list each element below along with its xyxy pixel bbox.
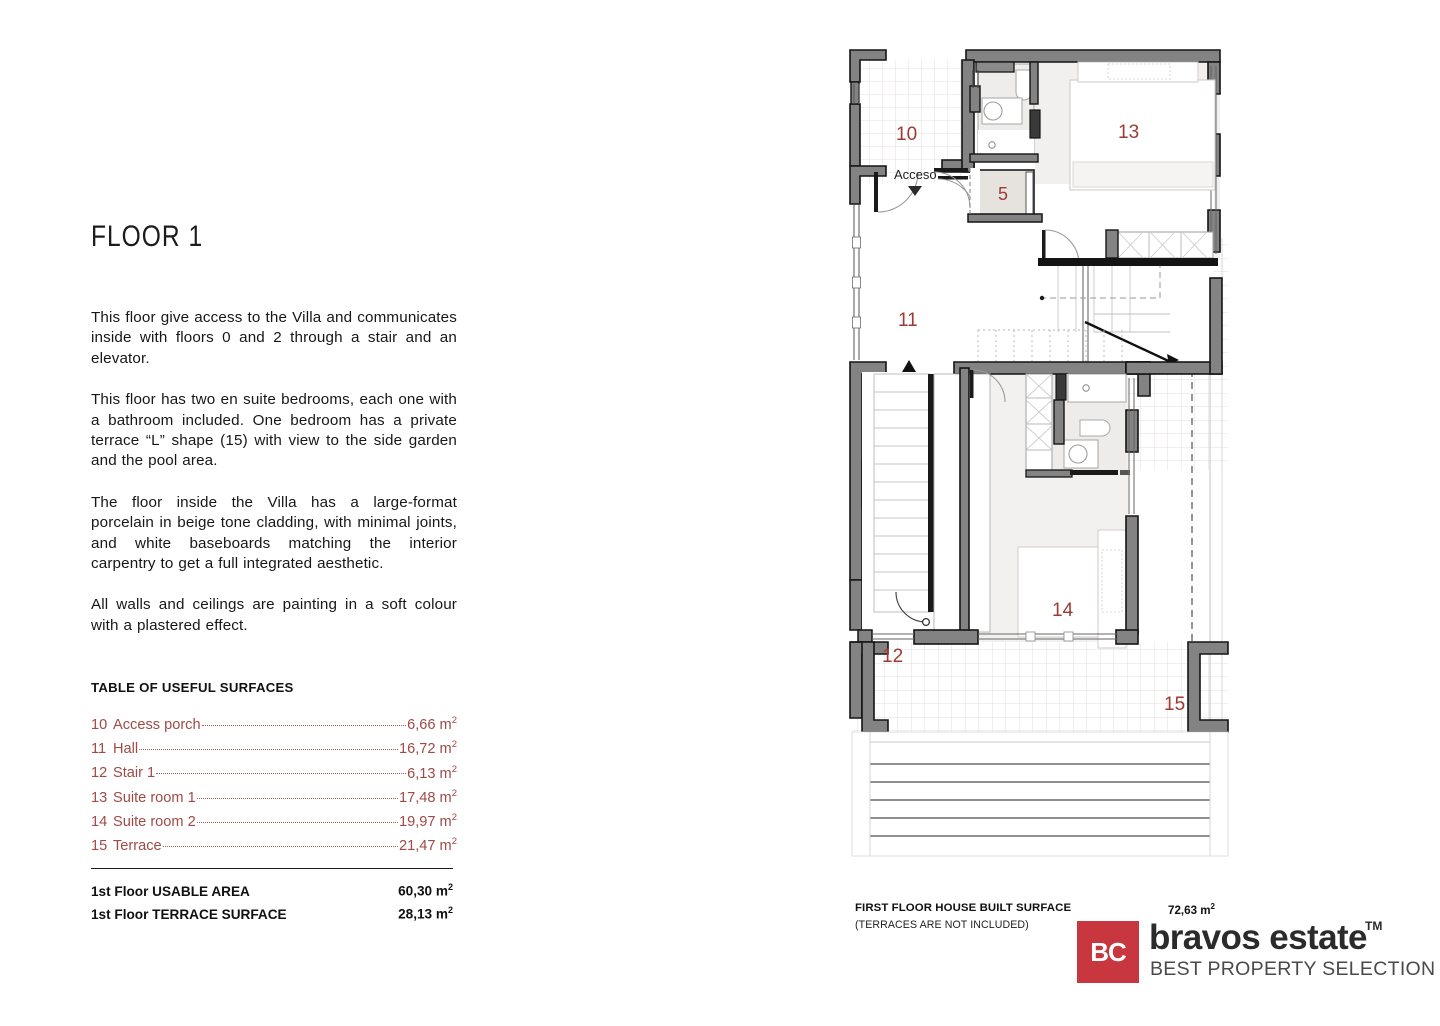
surface-name: Suite room 1 [113,789,196,806]
leader-dots [197,798,398,799]
description-column [91,222,457,924]
surface-value: 6,13 $m^2$ [407,763,457,782]
surface-table-heading: TABLE OF USEFUL SURFACES [91,680,294,696]
page-title: FLOOR 1 [91,220,204,253]
total-label: 1st Floor TERRACE SURFACE [91,906,287,922]
surface-value: 19,97 $m^2$ [398,811,457,830]
built-surface-note: (TERRACES ARE NOT INCLUDED) [855,919,1029,931]
right-wall-under [1210,278,1222,374]
leader-dots [197,822,398,823]
surface-row [91,784,457,808]
surface-value: 17,48 $m^2$ [398,787,457,806]
left-outer-wall [851,82,859,104]
surface-row [91,760,457,784]
logo-brand-name: bravos estate [1149,918,1367,957]
stair-bedroom-wall [960,368,969,636]
surface-value: 16,72 $m^2$ [398,739,457,758]
surface-value: 6,66 $m^2$ [407,715,457,734]
room-label-5: 5 [998,184,1009,204]
surface-totals [91,868,453,924]
wardrobe-14 [1026,374,1052,470]
total-value: 28,13 $m^2$ [398,905,453,922]
room-label-12: 12 [882,646,904,667]
floor-plan-drawing [830,42,1260,892]
logo-monogram: BC [1090,936,1126,967]
room-label-14: 14 [1052,600,1074,621]
wardrobe-13 [1118,232,1213,258]
total-row-terrace [91,901,453,924]
total-value: 60,30 $m^2$ [398,882,453,899]
built-surface-area: 72,63 $m^2$ [1168,902,1215,917]
surface-number: 15 [91,837,108,854]
surface-row [91,808,457,832]
surface-row [91,832,457,856]
plan-geometry [850,50,1228,856]
surface-name: Access porch [113,717,201,734]
surface-number: 10 [91,717,108,734]
mid-wall-right [1126,362,1222,374]
surface-number: 14 [91,813,108,830]
surface-table [91,711,457,856]
terrace-tile-field-lower [852,642,1228,732]
surface-name: Hall [113,741,139,758]
stair-12 [862,360,990,634]
surface-name: Terrace [113,837,162,854]
surface-value: 21,47 $m^2$ [398,836,457,854]
description-paragraph-2: This floor has two en suite bedrooms, each one with a bathroom included. One bedroom has a private terrace “L” shape (15) with view to the side garden and the pool area. [91,391,457,470]
room-label-11: 11 [898,310,918,331]
trademark-icon: TM [1365,919,1383,933]
bravos-estate-logo [1077,918,1436,983]
leader-dots [163,846,398,847]
surface-number: 13 [91,789,108,806]
leader-dots [202,725,406,726]
total-label: 1st Floor USABLE AREA [91,883,250,899]
leader-dots [156,773,406,774]
surface-name: Suite room 2 [113,813,196,830]
description-paragraph-4: All walls and ceilings are painting in a soft colour with a plastered effect. [91,596,457,634]
description-paragraph-3: The floor inside the Villa has a large-format porcelain in beige tone cladding, with minimal joints, and white baseboards matching the interior carpentry to get a full integrated aesthetic. [91,493,457,573]
room-label-13: 13 [1118,122,1140,143]
footer [855,900,1436,990]
leader-dots [139,749,398,750]
room-label-15: 15 [1164,694,1186,715]
total-row-usable [91,878,453,901]
exterior-steps [852,732,1228,856]
surface-row [91,711,457,735]
access-label-text: Acceso [894,167,937,182]
surface-number: 11 [91,741,107,758]
surface-name: Stair 1 [113,765,156,782]
built-surface-title: FIRST FLOOR HOUSE BUILT SURFACE [855,902,1072,914]
surface-row [91,735,457,759]
right-walls-lower [1126,410,1138,634]
description-paragraph-1: This floor give access to the Villa and communicates inside with floors 0 and 2 through a stair and an elevator. [91,309,457,367]
room-label-10: 10 [896,124,918,145]
surface-number: 12 [91,765,108,782]
logo-tagline: BEST PROPERTY SELECTION [1150,958,1436,980]
